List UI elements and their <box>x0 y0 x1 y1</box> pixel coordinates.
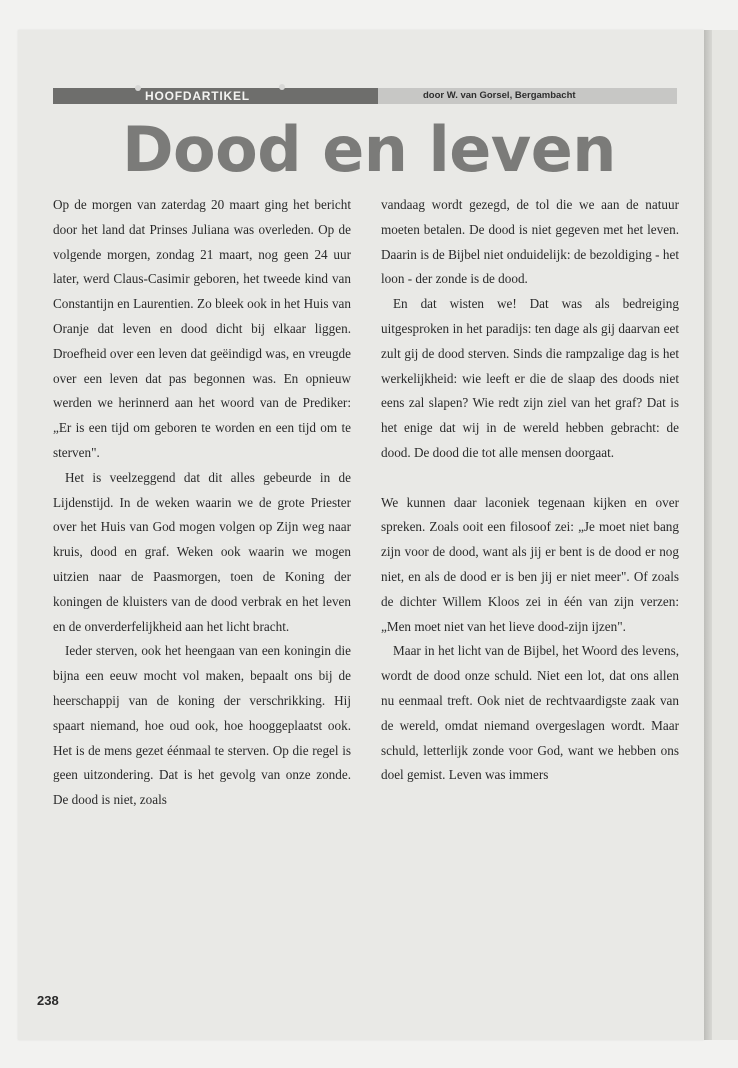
paragraph: Maar in het licht van de Bijbel, het Woord des levens, wordt de dood onze schuld. Niet een lot, dat ons allen nu eenmaal treft. Ook niet de rechtvaardigste zaak van de wereld, omdat niemand overgeslagen wordt. Maar schuld, letterlijk zonde voor God, want we hebben ons doel gemist. Leven was immers <box>381 643 679 783</box>
page-number: 238 <box>37 993 59 1008</box>
author-byline: door W. van Gorsel, Bergambacht <box>423 90 576 101</box>
bullet-dot-icon <box>279 84 285 90</box>
paragraph: We kunnen daar laconiek tegenaan kijken en over spreken. Zoals ooit een filosoof zei: „Je moet niet bang zijn voor de dood, want als jij er bent is de dood er nog niet, en als de dood er is ben jij er niet meer". Of zoals de dichter Willem Kloos zei in één van zijn verzen: „Men moet niet van het lieve dood-zijn ijzen". <box>381 494 679 634</box>
byline-band <box>378 88 677 104</box>
text-column-right <box>381 193 679 788</box>
bullet-dot-icon <box>135 85 141 91</box>
section-label-band <box>53 88 378 104</box>
paragraph: En dat wisten we! Dat was als bedreiging uitgesproken in het paradijs: ten dage als gij daarvan eet zult gij de dood sterven. Sinds die rampzalige dag is het werkelijkheid: wie leeft er die de slaap des doods niet eens zal slapen? Wie redt zijn ziel van het graf? Dat is het enige dat wij in de wereld hebben gebracht: de dood. De dood die tot alle mensen doorgaat. <box>381 296 679 460</box>
section-label: HOOFDARTIKEL <box>145 89 250 103</box>
section-header-bar <box>53 88 677 104</box>
paragraph: Het is veelzeggend dat dit alles gebeurde in de Lijdenstijd. In de weken waarin we de grote Priester over het Huis van God mogen volgen op Zijn weg naar kruis, dood en graf. Weken ook waarin we mogen uitzien naar de Paasmorgen, toen de Koning der koningen de kluisters van de dood verbrak en het leven en de onverderfelijkheid aan het licht bracht. <box>53 469 351 634</box>
article-title: Dood en leven <box>122 113 616 186</box>
paragraph: vandaag wordt gezegd, de tol die we aan de natuur moeten betalen. De dood is niet gegeven met het leven. Daarin is de Bijbel niet onduidelijk: de bezoldiging - het loon - der zonde is de dood. <box>381 197 679 287</box>
paragraph: Ieder sterven, ook het heengaan van een koningin die bijna een eeuw mocht vol maken, bepaalt ons bij de heerschappij van de koning der verschrikking. Hij spaart niemand, hoe oud ook, hoe hooggeplaatst ook. Het is de mens gezet éénmaal te sterven. Op die regel is geen uitzondering. Dat is het gevolg van onze zonde. De dood is niet, zoals <box>53 643 351 808</box>
text-column-left <box>53 193 351 813</box>
paragraph: Op de morgen van zaterdag 20 maart ging het bericht door het land dat Prinses Juliana was overleden. Op de volgende morgen, zondag 21 maart, nog geen 24 uur later, werd Claus-Casimir geboren, het tweede kind van Constantijn en Laurentien. Zo bleek ook in het Huis van Oranje dat leven en dood dicht bij elkaar liggen. Droefheid over een leven dat geëindigd was, en vreugde over een leven dat pas begonnen was. En opnieuw werden we herinnerd aan het woord van de Prediker: „Er is een tijd om geboren te worden en een tijd om te sterven". <box>53 197 351 460</box>
